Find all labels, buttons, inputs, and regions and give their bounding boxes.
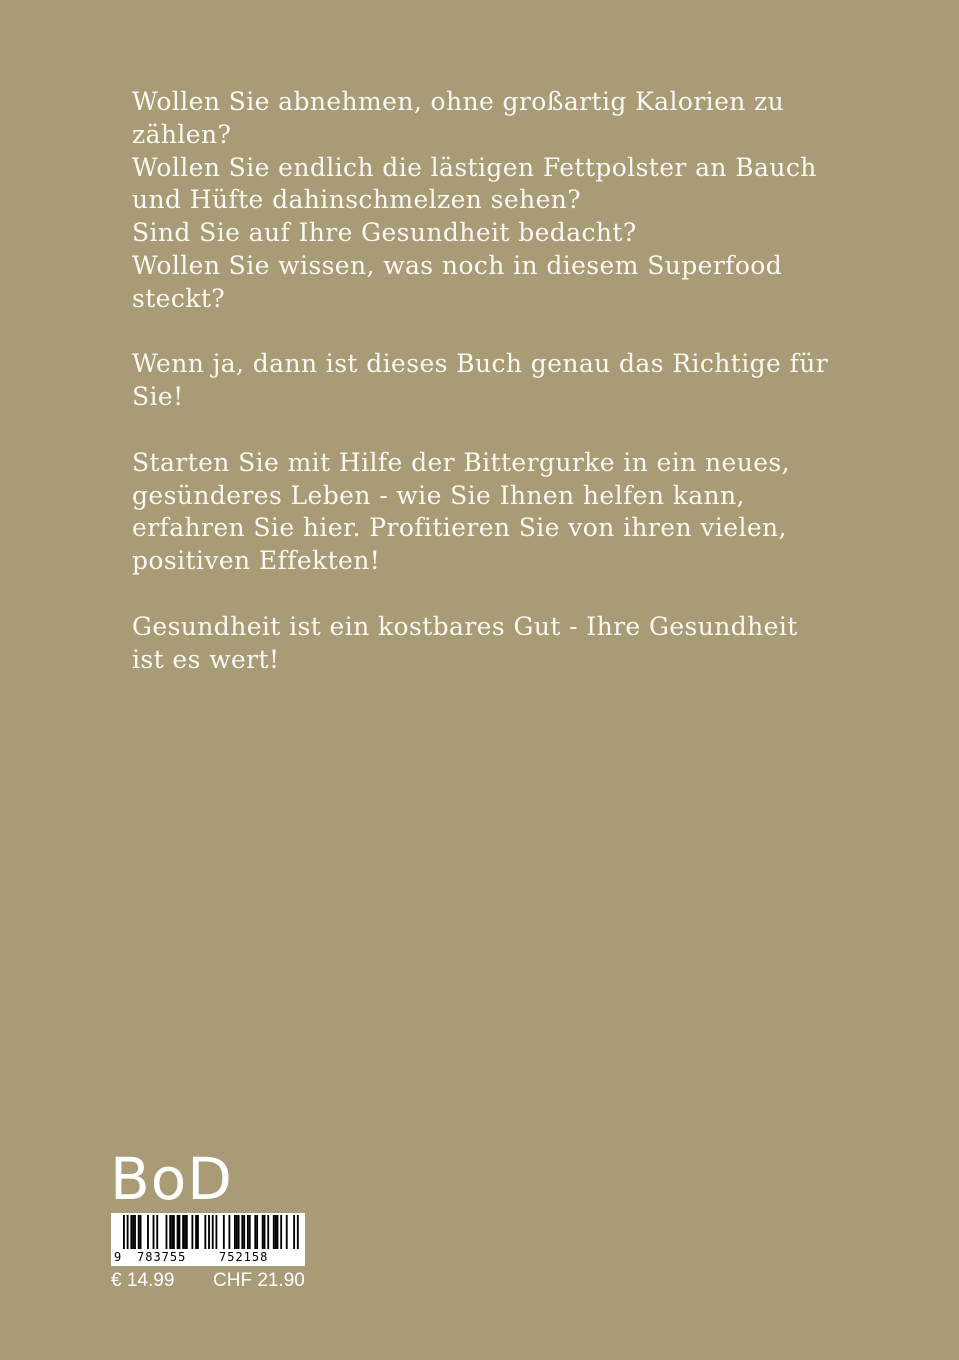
barcode-bar — [238, 1215, 240, 1249]
barcode-bar — [212, 1215, 214, 1249]
barcode-bar — [156, 1215, 158, 1249]
barcode-bar — [267, 1215, 269, 1249]
blurb-line: Wollen Sie endlich die lästigen Fettpolster an Bauch — [132, 152, 817, 182]
barcode-bar — [293, 1215, 295, 1249]
blurb-line: ist es wert! — [132, 644, 280, 674]
barcode-bar — [254, 1215, 256, 1249]
barcode-bar — [256, 1215, 258, 1249]
barcode-bar — [177, 1215, 179, 1249]
barcode-bar — [147, 1215, 149, 1249]
barcode-bar — [130, 1215, 132, 1249]
barcode-bar — [243, 1215, 245, 1249]
barcode-bar — [216, 1215, 218, 1249]
blurb-line: positiven Effekten! — [132, 546, 381, 576]
blurb-text — [132, 86, 829, 709]
barcode-bars — [111, 1213, 305, 1251]
barcode-bar — [228, 1215, 230, 1249]
barcode-bar — [123, 1215, 125, 1249]
barcode-bar — [241, 1215, 243, 1249]
barcode-bar — [153, 1215, 155, 1249]
barcode-bar — [138, 1215, 140, 1249]
barcode-bar — [132, 1215, 134, 1249]
barcode-bar — [249, 1215, 251, 1249]
barcode-bar — [236, 1215, 238, 1249]
barcode-bar — [171, 1215, 173, 1249]
barcode-bar — [280, 1215, 282, 1249]
barcode-bar — [297, 1215, 299, 1249]
barcode-bar — [166, 1215, 168, 1249]
blurb-line: Gesundheit ist ein kostbares Gut - Ihre Gesundheit — [132, 611, 798, 641]
price-eur: € 14.99 — [111, 1270, 175, 1291]
blurb-line: steckt? — [132, 283, 226, 313]
barcode-bar — [197, 1215, 199, 1249]
barcode-bar — [182, 1215, 184, 1249]
barcode-bar — [186, 1215, 188, 1249]
barcode-bar — [191, 1215, 193, 1249]
barcode-bar — [223, 1215, 225, 1249]
barcode-bar — [134, 1215, 136, 1249]
barcode-bar — [247, 1215, 249, 1249]
isbn-left-digits: 783755 — [137, 1250, 187, 1264]
barcode-bar — [234, 1215, 236, 1249]
blurb-line: Wollen Sie wissen, was noch in diesem Superfood — [132, 250, 783, 280]
barcode-bar — [204, 1215, 206, 1249]
barcode-bar — [286, 1215, 288, 1249]
blurb-line: und Hüfte dahinschmelzen sehen? — [132, 185, 582, 215]
isbn-number — [111, 1250, 305, 1264]
blurb-paragraph-4 — [132, 611, 822, 677]
barcode-bar — [275, 1215, 277, 1249]
barcode-bar — [184, 1215, 186, 1249]
blurb-line: Sie! — [132, 382, 184, 412]
blurb-paragraph-3 — [132, 447, 822, 578]
barcode-bar — [262, 1215, 264, 1249]
barcode-bar — [179, 1215, 181, 1249]
barcode-bar — [208, 1215, 210, 1249]
isbn-first-digit: 9 — [114, 1250, 122, 1264]
barcode-bar — [277, 1215, 279, 1249]
isbn-right-digits: 752158 — [219, 1250, 269, 1264]
blurb-paragraph-2 — [132, 348, 829, 414]
barcode-bar — [127, 1215, 129, 1249]
barcode-bar — [173, 1215, 175, 1249]
blurb-line: Starten Sie mit Hilfe der Bittergurke in ein neues, — [132, 447, 790, 477]
barcode-bar — [195, 1215, 197, 1249]
blurb-line: erfahren Sie hier. Profitieren Sie von ihren vielen, — [132, 513, 787, 543]
price-chf: CHF 21.90 — [213, 1270, 305, 1291]
blurb-line: Sind Sie auf Ihre Gesundheit bedacht? — [132, 218, 637, 248]
barcode-bar — [264, 1215, 266, 1249]
publisher-logo: BoD — [110, 1145, 233, 1213]
isbn-barcode — [111, 1213, 305, 1266]
barcode-bar — [140, 1215, 142, 1249]
blurb-line: gesünderes Leben - wie Sie Ihnen helfen kann, — [132, 480, 745, 510]
blurb-line: Wenn ja, dann ist dieses Buch genau das Richtige für — [132, 349, 829, 379]
blurb-line: Wollen Sie abnehmen, ohne großartig Kalorien zu — [132, 87, 785, 116]
blurb-line: zählen? — [132, 119, 232, 149]
barcode-bar — [273, 1215, 275, 1249]
barcode-bar — [169, 1215, 171, 1249]
blurb-paragraph-1 — [132, 86, 822, 316]
